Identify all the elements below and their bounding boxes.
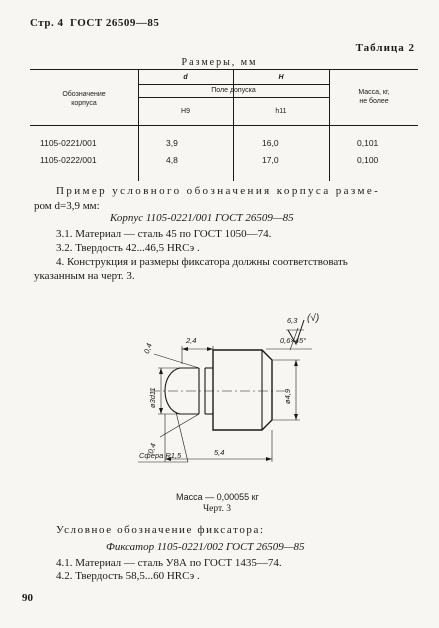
page-label: Стр. 4 (30, 17, 64, 29)
label-24: 2,4 (186, 336, 197, 345)
table-caption: Таблица 2 (355, 42, 415, 54)
para-3-2: 3.2. Твердость 42...46,5 HRCэ . (56, 242, 200, 254)
cell-d: 3,9 (166, 138, 178, 148)
cell-H: 16,0 (262, 138, 279, 148)
header-text: не более (359, 98, 389, 105)
cell-designation: 1105-0221/001 (40, 138, 97, 148)
page-number: 90 (22, 592, 33, 604)
cell-mass: 0,100 (357, 155, 379, 165)
header-tol-d: H9 (181, 108, 190, 115)
label-d3: ø3d11 (148, 387, 157, 408)
para-3-1: 3.1. Материал — сталь 45 по ГОСТ 1050—74. (56, 228, 272, 240)
figure-caption: Черт. 3 (203, 504, 231, 514)
cell-d: 4,8 (166, 155, 178, 165)
body-outline (213, 350, 272, 430)
label-04-top: 0,4 (142, 342, 154, 355)
conditional-title: Условное обозначение фиксатора: (56, 524, 265, 536)
label-04-bottom: 0,4 (146, 442, 158, 455)
cell-mass: 0,101 (357, 138, 379, 148)
cell-H: 17,0 (262, 155, 279, 165)
fixator-designation: Фиксатор 1105-0221/002 ГОСТ 26509—85 (106, 541, 305, 553)
example-line-1: Пример условного обозначения корпуса размe- (56, 185, 381, 197)
label-54: 5,4 (214, 448, 225, 457)
label-roughness-general: (√) (307, 313, 320, 324)
standard-label: ГОСТ 26509—85 (69, 17, 160, 29)
table-dims-caption: Размеры, мм (181, 57, 258, 68)
cell-designation: 1105-0222/001 (40, 155, 97, 165)
para-4-1: 4.1. Материал — сталь У8А по ГОСТ 1435—74. (56, 557, 282, 569)
housing-designation: Корпус 1105-0221/001 ГОСТ 26509—85 (110, 212, 294, 224)
header-tolerance: Поле допуска (211, 87, 256, 94)
label-sphere: Сфера R1,5 (139, 451, 182, 460)
label-chamfer: 0,6×45° (280, 336, 307, 345)
header-tol-H: h11 (275, 108, 287, 115)
mass-caption: Масса — 0,00055 кг (176, 492, 259, 502)
header-d: d (183, 74, 188, 81)
header-text: Обозначение (62, 91, 106, 98)
example-line-2: ром d=3,9 мм: (34, 200, 100, 212)
header-text: корпуса (71, 100, 97, 107)
para-4-line-1: 4. Конструкция и размеры фиксатора должны соответствовать (56, 256, 348, 268)
label-roughness: 6,3 (287, 316, 298, 325)
para-4-2: 4.2. Твердость 58,5...60 HRCэ . (56, 570, 200, 582)
label-d49: ø4,9 (283, 388, 292, 404)
leader-04-top (154, 354, 199, 368)
header-H: H (278, 74, 284, 81)
para-4-line-2: указанным на черт. 3. (34, 270, 135, 282)
header-text: Масса, кг, (358, 89, 390, 96)
